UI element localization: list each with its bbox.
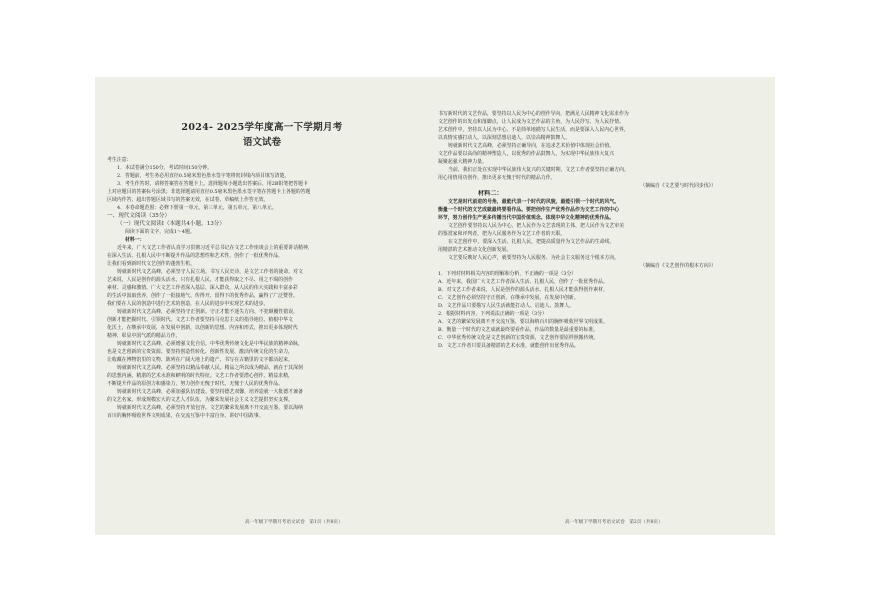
text-line: 素材、灵感和激情。广大文艺工作者深入基层、深入群众，从人民的伟大实践和丰富多彩 (107, 285, 298, 291)
text-line: （一）现代文阅读Ⅰ（本题共4小题，13分） (117, 221, 225, 227)
page-footer-right: 高一年级下学期月考语文试卷 第2页（共8页） (565, 520, 663, 525)
text-line: 用精湛的艺术推动文化创新发展。 (438, 247, 512, 253)
text-line: A．近年来，我国广大文艺工作者深入生活、扎根人民，创作了一批优秀作品。 (438, 279, 608, 285)
text-line: 近年来，广大文艺工作者认真学习贯彻习近平总书记在文艺工作座谈会上的重要讲话精神， (117, 245, 313, 251)
text-line: 文艺创作要坚持以人民为中心，把人民作为文艺表现的主体，把人民作为文艺审美 (448, 223, 625, 229)
text-line: 铸就新时代文艺高峰，必须坚持正确导向，在追求艺术价值中体现社会价值。 (448, 143, 615, 149)
page-footer-left: 高一年级下学期月考语文试卷 第1页（共8页） (245, 520, 343, 525)
text-line: 用心用情用功创作，推出更多无愧于时代的精品力作。 (438, 175, 556, 181)
text-line: B．衡量一个时代的文艺成就最终要看作品，作品的数量是最重要的标准。 (438, 327, 599, 333)
text-line: 2．根据材料内容，下列说法正确的一项是（3分） (438, 311, 547, 317)
text-line: D．文艺作品只要描写人民生活就能打动人、启迪人、鼓舞人。 (438, 303, 574, 309)
text-line: 我们要在人民的创造中进行艺术的创造，在人民的进步中实现艺术的进步。 (107, 301, 269, 307)
text-line: 铸就新时代文艺高峰，必须加强队伍建设。要坚持德艺双馨，培养造就一大批德才兼备 (117, 389, 303, 395)
text-line: 阅读下面的文字，完成1～4题。 (125, 229, 195, 235)
text-line: 艺来说，人民是创作的源头活水，只有扎根人民，才能获得取之不尽、用之不竭的创作 (107, 277, 293, 283)
right-column-text (438, 110, 756, 350)
text-line: 上对应题目的答案标号涂黑；非选择题请用直径0.5毫米黑色墨水签字笔在答题卡上各题的答题 (107, 189, 311, 195)
text-line: 材料一： (125, 237, 145, 243)
text-line: 在深入生活、扎根人民中不断提升作品的思想性和艺术性，创作了一批优秀作品， (107, 253, 284, 259)
text-line: （摘编自《文艺创作的根本方向》） (640, 263, 716, 269)
exam-title: 2024- 2025学年度高一下学期月考 (181, 122, 343, 133)
text-line: 区域内作答，超出答题区域书写的答案无效，在试卷、草稿纸上作答无效。 (107, 197, 269, 203)
text-line: 当前，我们正处在实现中华民族伟大复兴的关键时期，文艺工作者要坚持正确方向， (448, 167, 629, 173)
text-line: 不断提升作品的原创力和感染力，努力创作无愧于时代、无愧于人民的优秀作品。 (107, 381, 284, 387)
text-line: 铸就新时代文艺高峰，必须增强文化自信。中华优秀传统文化是中华民族的精神命脉， (117, 341, 303, 347)
text-line: 3．考生作答时，请将答案答在答题卡上。选择题每小题选出答案后，用2B铅笔把答题卡 (117, 181, 308, 187)
text-line: 铸就新时代文艺高峰，必须坚持以精品奉献人民。精品之所以成为精品，就在于其深刻 (117, 365, 303, 371)
text-line: 文艺是时代前进的号角，最能代表一个时代的风貌，最能引领一个时代的风气。 (448, 199, 620, 205)
text-line: 书写新时代的文艺作品，要坚持以人民为中心的创作导向，把满足人民精神文化需求作为 (438, 111, 629, 117)
text-line: 让收藏在博物馆里的文物、陈列在广阔大地上的遗产、书写在古籍里的文字都活起来。 (107, 357, 293, 363)
text-line: 的生活中汲取营养，创作了一批接地气、传得开、留得下的优秀作品，赢得了广泛赞誉。 (107, 293, 298, 299)
text-line: 环节，努力创作生产更多传播当代中国价值观念、体现中华文化精神的优秀作品。 (438, 215, 615, 221)
text-line: 创新才能把握时代、引领时代。文艺工作者要坚持马克思主义的指导地位，植根中华文 (107, 317, 293, 323)
text-line: 铸就新时代文艺高峰，必须坚守人民立场。书写人民史诗，是文艺工作者的使命。对文 (117, 269, 303, 275)
text-line: 化沃土，在继承中发展，在发展中创新，以创新的思想、内容和形式，推出更多体现时代 (107, 325, 298, 331)
text-line: 衡量一个时代的文艺成就最终要看作品。要把创作生产优秀作品作为文艺工作的中心 (438, 207, 619, 213)
text-line: 文艺要反映好人民心声，就要坚持为人民服务、为社会主义服务这个根本方向。 (448, 255, 620, 261)
text-line: 材料二： (478, 190, 503, 197)
text-line: 精神、彰显中国气派的精品力作。 (107, 333, 181, 339)
text-line: 在文艺创作中，要深入生活、扎根人民，把提高质量作为文艺作品的生命线， (448, 239, 615, 245)
text-line: 也是文艺创新的宝贵资源。要坚持创造性转化、创新性发展，激活传统文化的生命力， (107, 349, 293, 355)
text-line: 的鉴赏家和评判者，把为人民服务作为文艺工作者的天职。 (438, 231, 566, 237)
text-line: 4．本卷命题范围：必修下册第一单元，第三单元，第五单元，第八单元。 (117, 205, 277, 211)
text-line: 凝聚起强大精神力量。 (438, 159, 487, 165)
right-column (438, 77, 768, 535)
left-column (107, 77, 437, 535)
text-line: C．文艺创作必须坚持守正创新，在继承中发展，在发展中创新。 (438, 295, 579, 301)
text-line: 以真情实感打动人，以深刻思想启迪人，以崇高精神鼓舞人。 (438, 135, 571, 141)
text-line: 文艺创作的出发点和落脚点，让人民成为文艺作品的主角，为人民抒写、为人民抒情。 (438, 119, 624, 125)
text-line: 1．本试卷满分150分，考试时间150分钟。 (117, 165, 213, 171)
text-line: 让我们看到新时代文艺创作的蓬勃生机。 (107, 261, 196, 267)
text-line: 百川的胸怀吸收世界文明成果，在交流互鉴中丰富自身、讲好中国故事。 (107, 413, 264, 419)
text-line: B．对文艺工作者来说，人民是创作的源头活水，扎根人民才能获得创作素材。 (438, 287, 608, 293)
left-column-text (107, 156, 425, 420)
text-line: A．文艺的繁荣发展离不开交流互鉴，要以海纳百川的胸怀吸收世界文明成果。 (438, 319, 608, 325)
text-line: 的文艺名家，形成规模宏大的文艺人才队伍，为繁荣发展社会主义文艺提供坚实支撑。 (107, 397, 293, 403)
text-line: 2．答题前，考生务必用直径0.5毫米黑色墨水签字笔将密封线内项目填写清楚。 (117, 173, 290, 179)
text-line: 艺术创作中，坚持以人民为中心，不是简单地描写人民生活，而是要深入人民内心世界， (438, 127, 629, 133)
text-line: 铸就新时代文艺高峰，必须坚持守正创新。守正才能不迷失方向、不犯颠覆性错误， (117, 309, 298, 315)
text-line: D．文艺工作者只要具备精湛的艺术水准，就能创作出优秀作品。 (438, 343, 579, 349)
text-line: （摘编自《文艺要与时代同步伐》） (640, 183, 716, 189)
text-line: C．中华优秀传统文化是文艺创新的宝贵资源，文艺创作要原样照搬传统。 (438, 335, 599, 341)
text-line: 文艺作品要以高尚的精神塑造人，以优秀的作品鼓舞人，为实现中华民族伟大复兴 (438, 151, 615, 157)
text-line: 的思想内涵、精湛的艺术水准和鲜明的时代特征。文艺工作者要潜心创作、精益求精， (107, 373, 293, 379)
text-line: 一、现代文阅读（35分） (107, 213, 171, 219)
text-line: 1．下列对材料相关内容的理解和分析，不正确的一项是（3分） (438, 271, 577, 277)
text-line: 考生注意： (107, 157, 132, 163)
exam-subtitle: 语文试卷 (242, 137, 281, 148)
exam-sheet (95, 77, 775, 535)
text-line: 铸就新时代文艺高峰，必须坚持开放包容。文艺的繁荣发展离不开交流互鉴，要以海纳 (117, 405, 303, 411)
